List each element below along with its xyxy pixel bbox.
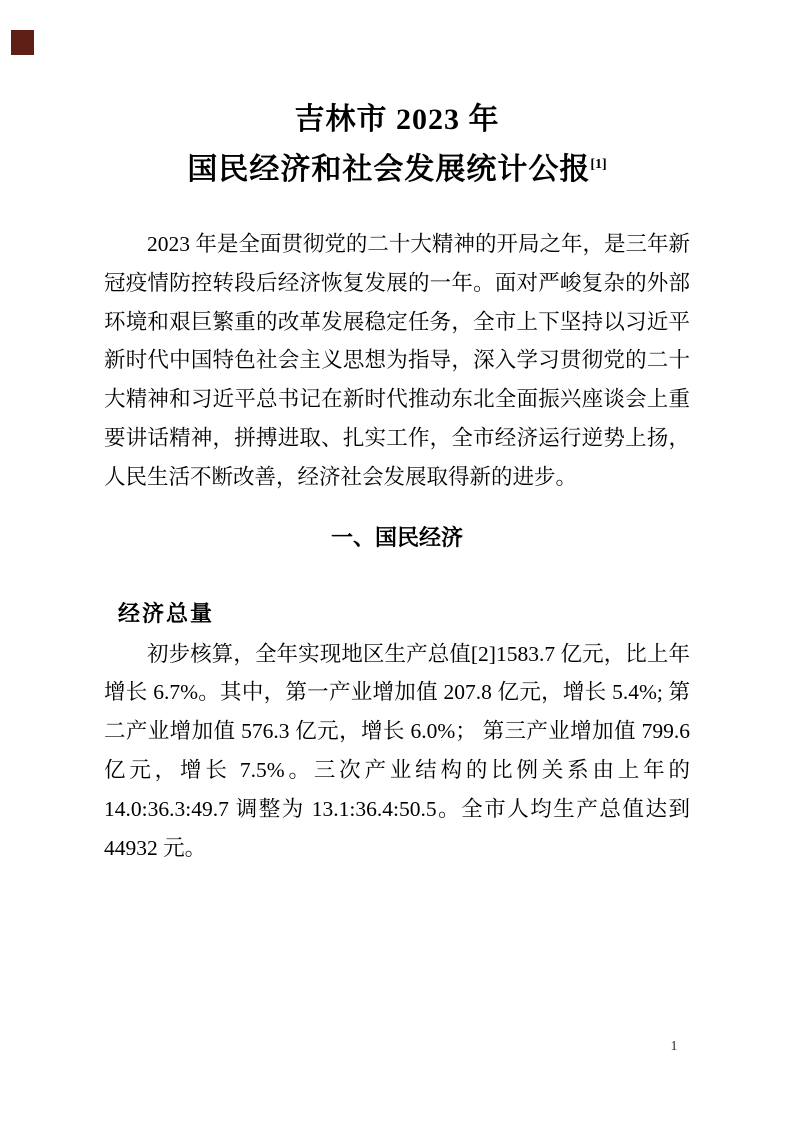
document-title: [104, 95, 690, 195]
title-line-1: 吉林市 2023 年: [294, 103, 500, 136]
corner-mark: [11, 30, 34, 55]
subsection-heading-economic-aggregate: 经济总量: [118, 600, 215, 626]
title-line-2: 国民经济和社会发展统计公报: [187, 153, 591, 186]
intro-paragraph: 2023 年是全面贯彻党的二十大精神的开局之年，是三年新冠疫情防控转段后经济恢复发展的一年。面对严峻复杂的外部环境和艰巨繁重的改革发展稳定任务，全市上下坚持以习近平新时代中国特色社会主义思想为指导，深入学习贯彻党的二十大精神和习近平总书记在新时代推动东北全面振兴座谈会上重要讲话精神，拼搏进取、扎实工作，全市经济运行逆势上扬，人民生活不断改善，经济社会发展取得新的进步。: [104, 232, 690, 489]
title-footnote-ref: [1]: [590, 157, 607, 172]
document-content: [104, 0, 690, 867]
economy-paragraph: 初步核算，全年实现地区生产总值[2]1583.7 亿元，比上年增长 6.7%。其中，第一产业增加值 207.8 亿元，增长 5.4%; 第二产业增加值 576.3 亿元，增长 6.0%； 第三产业增加值 799.6 亿元，增长 7.5%。三次产业结构的比例关系由上年的 14.0:36.3:49.7 调整为 13.1:36.4:50.5。全市人均生产总值达到 44932 元。: [104, 641, 690, 860]
page-number: 1: [670, 1039, 678, 1054]
section-heading-national-economy: 一、国民经济: [330, 524, 463, 550]
